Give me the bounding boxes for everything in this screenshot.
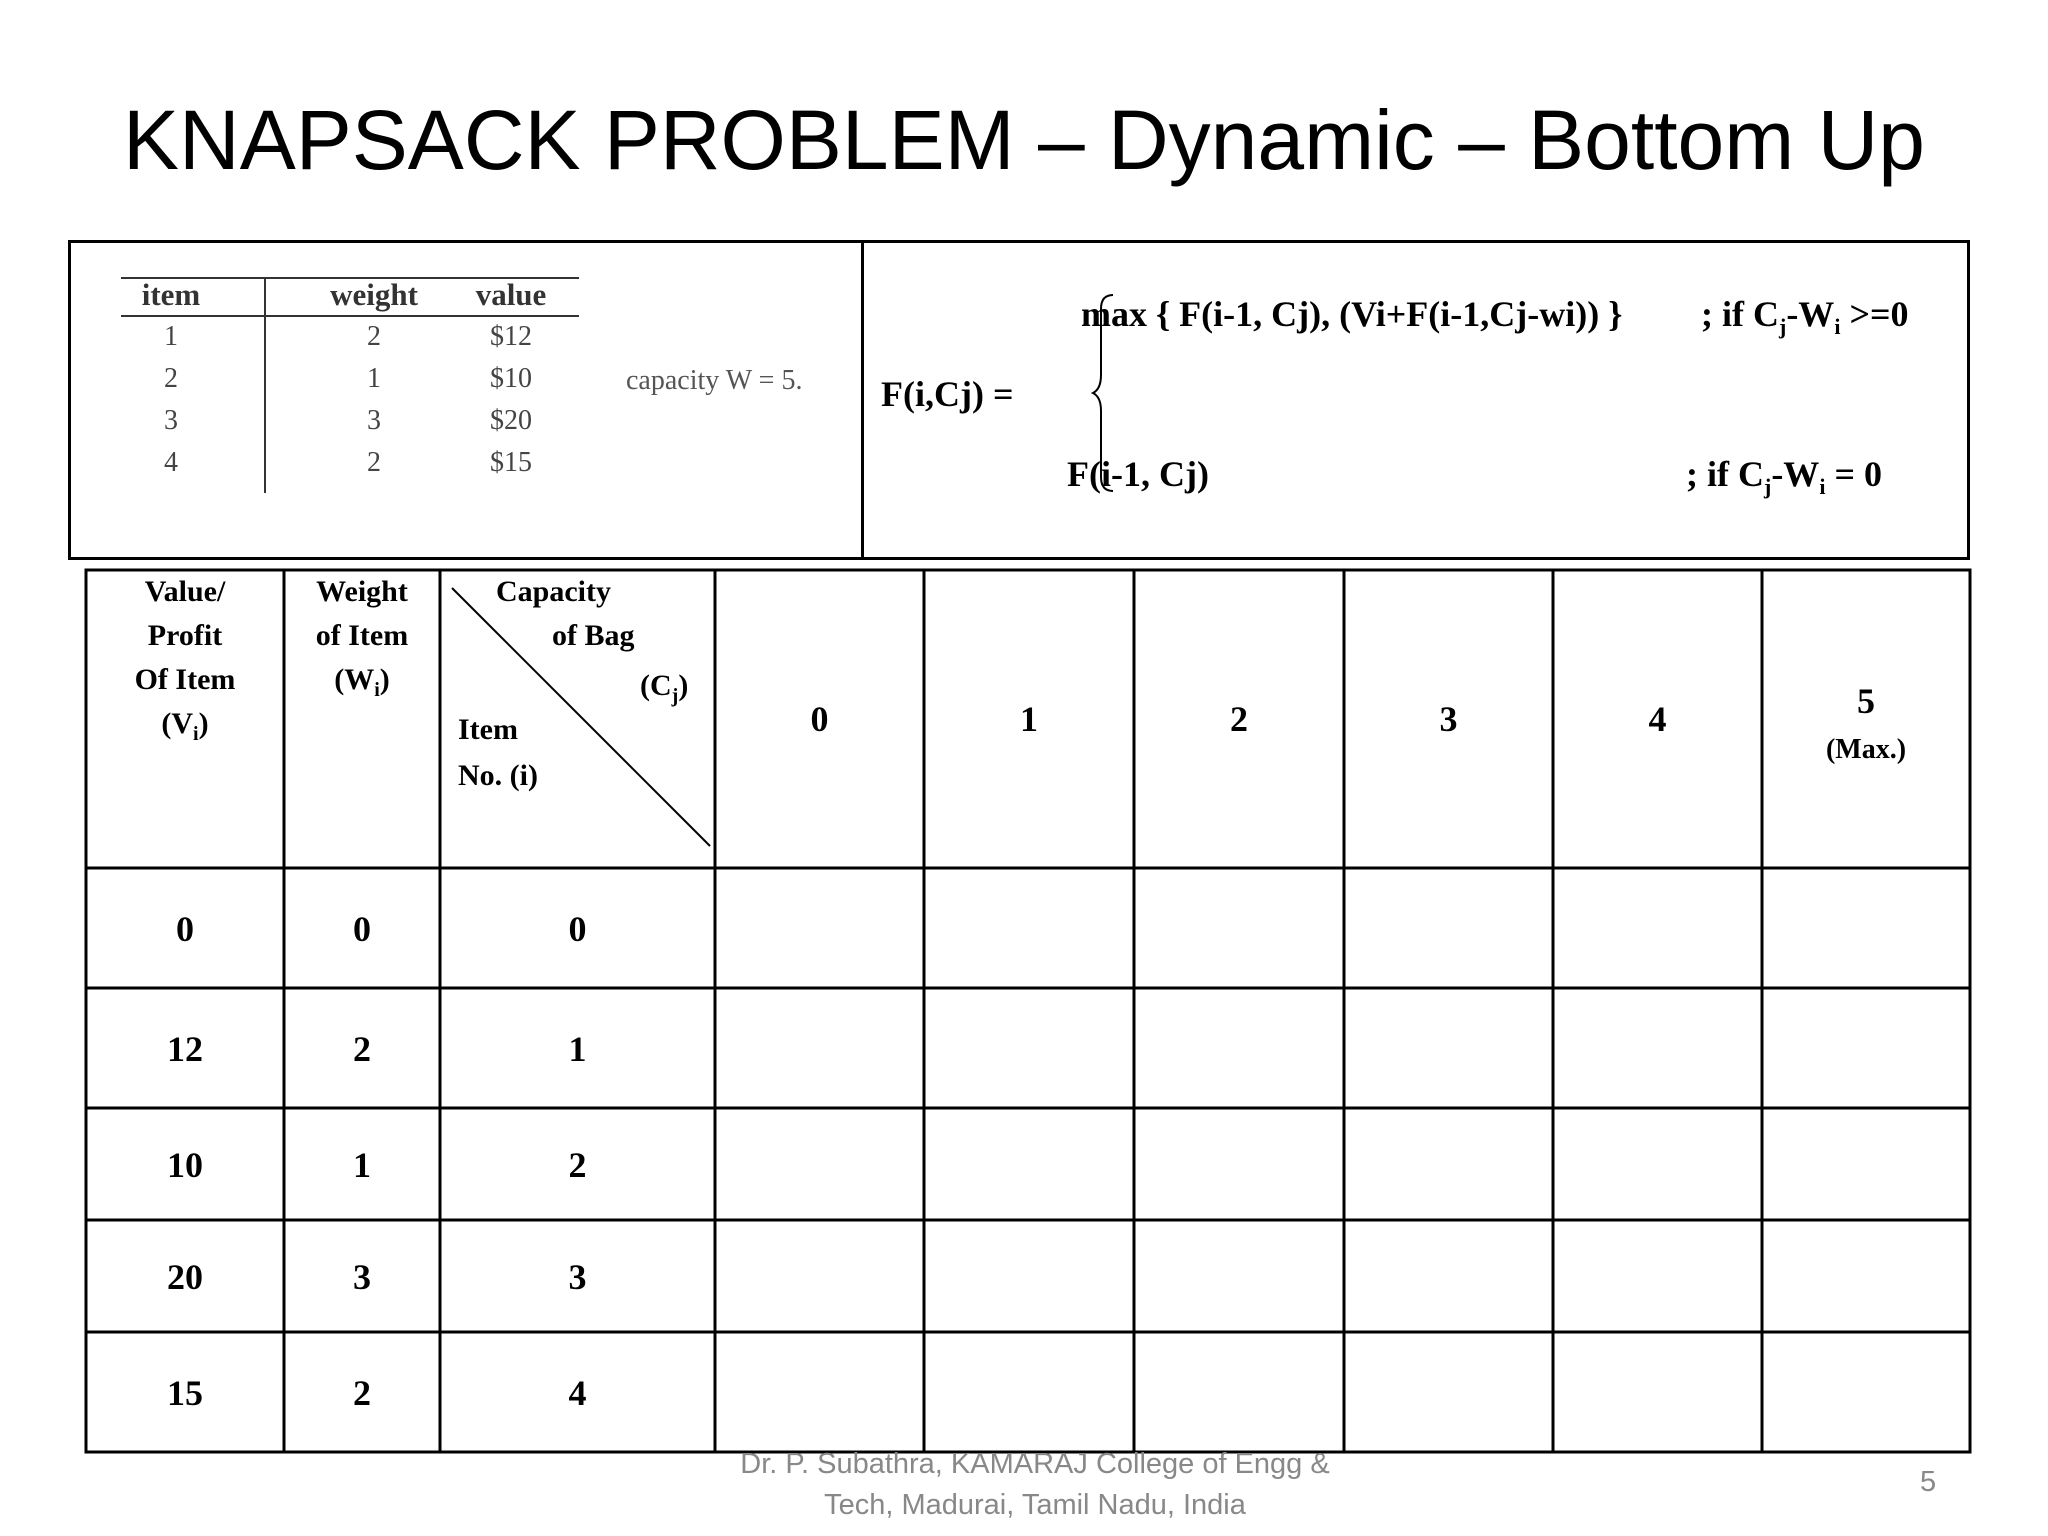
header-capacity-line2: of Bag bbox=[552, 619, 635, 652]
cond-1-sub-j: j bbox=[1778, 314, 1787, 340]
items-header-weight: weight bbox=[330, 277, 418, 312]
value-header-line4 bbox=[86, 702, 284, 756]
value-header-line3: Of Item bbox=[134, 663, 236, 696]
weight-header-line3 bbox=[284, 658, 440, 712]
header-item-line2: No. (i) bbox=[458, 759, 538, 792]
items-row-4-item: 4 bbox=[164, 447, 178, 478]
cond-2-suffix: = 0 bbox=[1825, 454, 1882, 494]
items-row-2-item: 2 bbox=[164, 363, 178, 394]
value-header-line1: Value/ bbox=[144, 575, 226, 608]
footer-credit-line2: Tech, Madurai, Tamil Nadu, India bbox=[824, 1489, 1246, 1521]
cond-2-prefix: ; if C bbox=[1686, 454, 1764, 494]
value-header-line2: Profit bbox=[147, 619, 223, 652]
row-2-item: 2 bbox=[568, 1145, 587, 1185]
cap-cj-sub: j bbox=[671, 685, 679, 707]
items-row-2-weight: 1 bbox=[367, 363, 381, 394]
weight-header-line2: of Item bbox=[315, 619, 409, 652]
header-capacity-line1: Capacity bbox=[496, 575, 611, 608]
row-1-item: 1 bbox=[568, 1029, 587, 1069]
weight-header-wi-suffix: ) bbox=[379, 663, 390, 696]
items-row-1-item: 1 bbox=[164, 321, 178, 352]
items-row-1-weight: 2 bbox=[367, 321, 381, 352]
cond-2-sub-j: j bbox=[1763, 474, 1772, 500]
row-4-weight: 2 bbox=[353, 1373, 371, 1413]
row-1-value: 12 bbox=[167, 1029, 203, 1069]
value-header-vi-suffix: ) bbox=[198, 707, 209, 740]
cap-cj-prefix: (C bbox=[640, 669, 672, 702]
row-3-item: 3 bbox=[568, 1257, 587, 1297]
items-header-value: value bbox=[475, 277, 547, 312]
cond-1-sub-i: i bbox=[1834, 314, 1841, 340]
cond-1-suffix: >=0 bbox=[1840, 294, 1909, 334]
slide-title: KNAPSACK PROBLEM – Dynamic – Bottom Up bbox=[123, 93, 1925, 187]
capacity-max-label: (Max.) bbox=[1825, 734, 1907, 765]
formula-case-2-expr: F(i-1, Cj) bbox=[1067, 454, 1209, 494]
row-0-value: 0 bbox=[176, 909, 194, 949]
capacity-col-2: 2 bbox=[1230, 699, 1248, 739]
header-weight bbox=[284, 570, 440, 712]
footer-credit-line1: Dr. P. Subathra, KAMARAJ College of Engg & bbox=[740, 1448, 1330, 1480]
value-header-vi-prefix: (V bbox=[161, 707, 194, 740]
capacity-col-3: 3 bbox=[1439, 699, 1458, 739]
header-capacity-line3 bbox=[640, 664, 688, 718]
items-row-2-value: $10 bbox=[490, 363, 532, 394]
capacity-col-5: 5 bbox=[1857, 681, 1875, 721]
items-row-4-weight: 2 bbox=[367, 447, 381, 478]
row-2-value: 10 bbox=[167, 1145, 203, 1185]
row-4-value: 15 bbox=[167, 1373, 203, 1413]
footer-credit bbox=[690, 1444, 1380, 1526]
items-row-3-weight: 3 bbox=[367, 405, 381, 436]
items-row-3-item: 3 bbox=[164, 405, 178, 436]
weight-header-wi-prefix: (W bbox=[334, 663, 375, 696]
cond-2-sub-i: i bbox=[1819, 474, 1826, 500]
weight-header-wi-sub: i bbox=[374, 679, 380, 701]
capacity-col-1: 1 bbox=[1020, 699, 1038, 739]
items-row-3-value: $20 bbox=[490, 405, 532, 436]
value-header-vi-sub: i bbox=[193, 723, 199, 745]
cond-1-prefix: ; if C bbox=[1701, 294, 1779, 334]
row-0-weight: 0 bbox=[353, 909, 371, 949]
formula-lhs: F(i,Cj) = bbox=[881, 374, 1014, 414]
row-4-item: 4 bbox=[568, 1373, 587, 1413]
items-row-4-value: $15 bbox=[490, 447, 532, 478]
items-header-item: item bbox=[141, 277, 201, 312]
header-item-line1: Item bbox=[458, 713, 518, 746]
formula-case-1-expr: max { F(i-1, Cj), (Vi+F(i-1,Cj-wi)) } bbox=[1081, 294, 1623, 334]
row-0-item: 0 bbox=[568, 909, 587, 949]
page-number: 5 bbox=[1920, 1466, 1937, 1498]
row-1-weight: 2 bbox=[353, 1029, 371, 1069]
cap-cj-suffix: ) bbox=[678, 669, 689, 702]
row-2-weight: 1 bbox=[353, 1145, 371, 1185]
weight-header-line1: Weight bbox=[316, 575, 408, 608]
capacity-col-4: 4 bbox=[1648, 699, 1667, 739]
items-row-1-value: $12 bbox=[490, 321, 532, 352]
header-value-profit bbox=[86, 570, 284, 756]
row-3-value: 20 bbox=[167, 1257, 203, 1297]
cond-1-mid: -W bbox=[1786, 294, 1835, 334]
cond-2-mid: -W bbox=[1771, 454, 1820, 494]
capacity-note: capacity W = 5. bbox=[626, 365, 803, 396]
row-3-weight: 3 bbox=[353, 1257, 371, 1297]
capacity-col-0: 0 bbox=[810, 699, 829, 739]
